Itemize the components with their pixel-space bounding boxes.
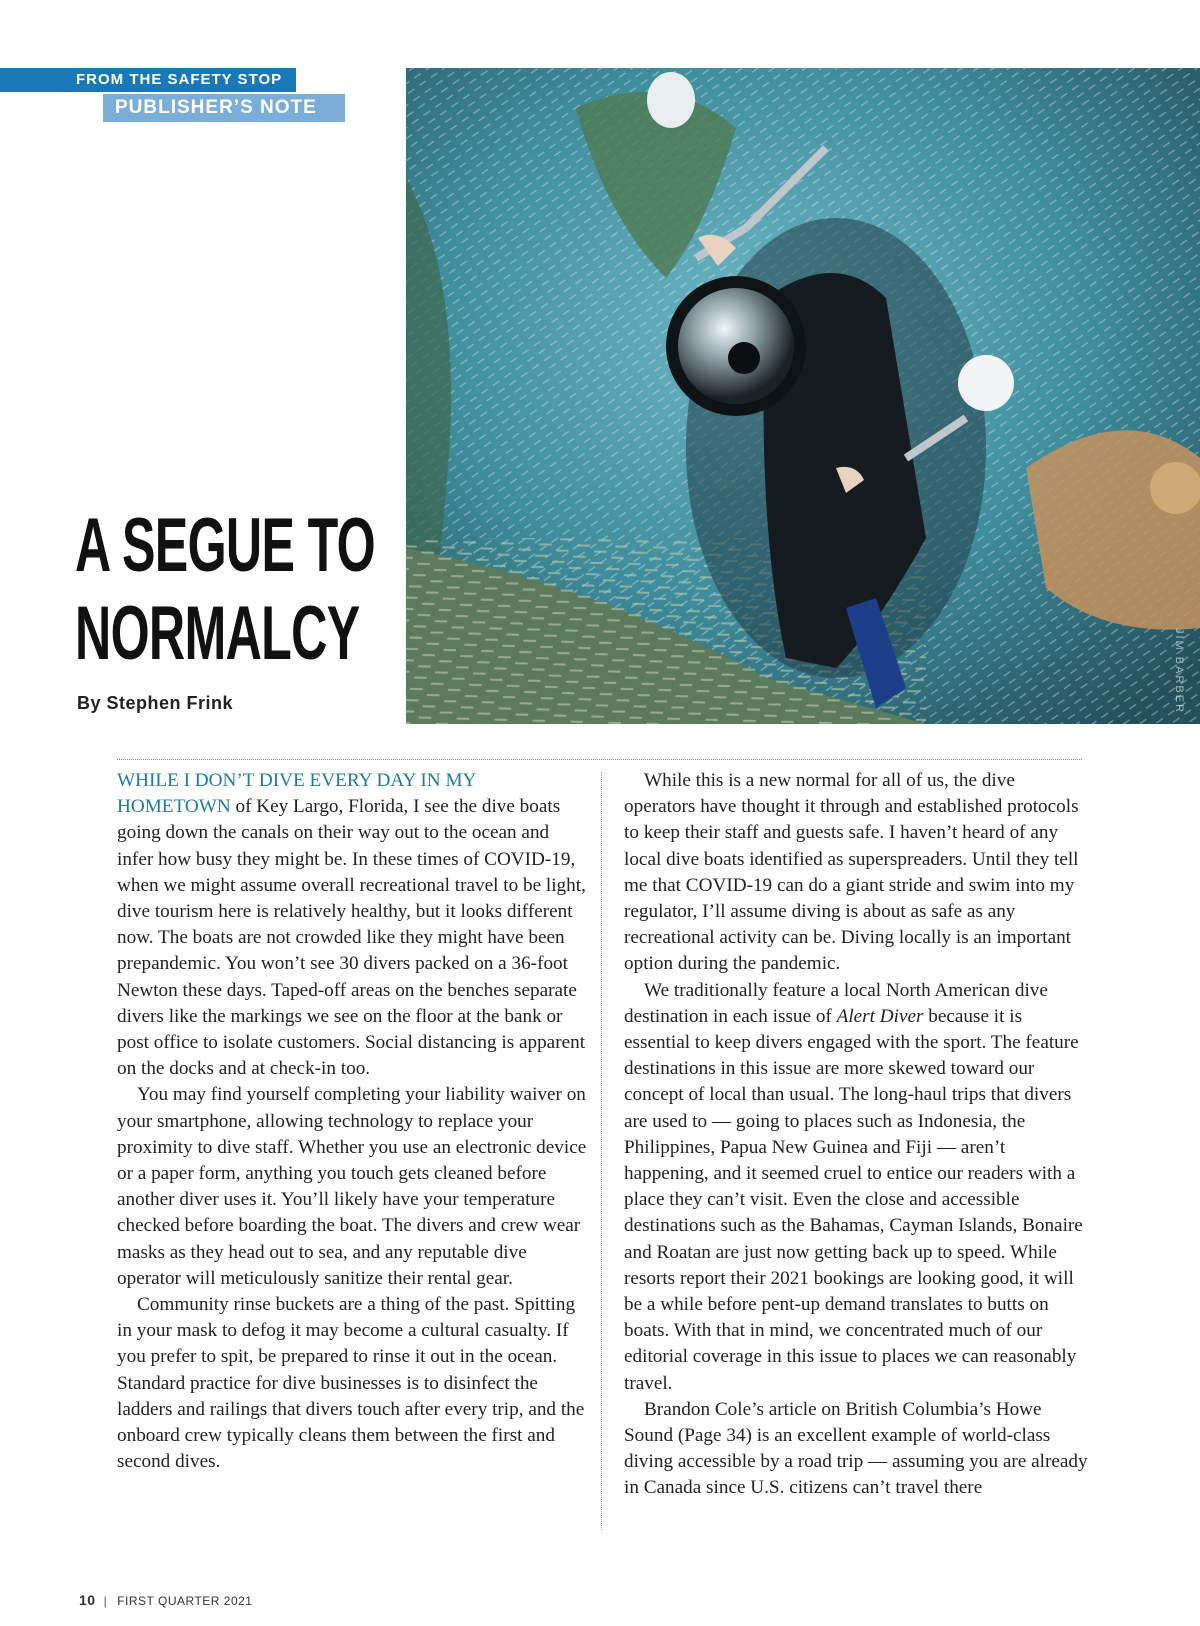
paragraph-text: of Key Largo, Florida, I see the dive boats going down the canals on their way out to the ocean and infer how busy they might be. In these times of COVID-19, when we might assume overall recreational travel to be light, dive tourism here is relatively healthy, but it looks different now. The boats are not crowded like they might have been prepandemic. You won’t see 30 divers packed on a 36-foot Newton these days. Taped-off areas on the benches separate divers like the markings we see on the floor at the bank or post office to isolate customers. Social distancing is apparent on the docks and at check-in too. [117, 796, 586, 1080]
kicker-label: FROM THE SAFETY STOP [76, 71, 283, 88]
paragraph [624, 978, 1089, 1397]
paragraph-text: We traditionally feature a local North American dive destination in each issue of [624, 979, 1048, 1027]
paragraph: Brandon Cole’s article on British Columbia’s Howe Sound (Page 34) is an excellent example of world-class diving accessible by a road trip — assuming you are already in Canada since U.S. citizens can’t travel there [624, 1398, 1088, 1499]
title-line-2: NORMALCY [75, 591, 360, 676]
header-rule [117, 759, 1082, 760]
paragraph-text: because it is essential to keep divers engaged with the sport. The feature destinations in this issue are more skewed toward our concept of local than usual. The long-haul trips that divers are used to — going to places such as Indonesia, the Philippines, Papua New Guinea and Fiji — aren’t happening, and it seemed cruel to entice our readers with a place they can’t visit. Even the close and accessible destinations such as the Bahamas, Cayman Islands, Bonaire and Roatan are just now getting back up to speed. While resorts report their 2021 bookings are looking good, it will be a while before pent-up demand translates to butts on boats. With that in mind, we concentrated much of our editorial coverage in this issue to places we can reasonably travel. [624, 1005, 1083, 1394]
footer-separator: | [103, 1594, 108, 1608]
paragraph: You may find yourself completing your liability waiver on your smartphone, allowing technology to replace your proximity to dive staff. Whether you use an electronic device or a paper form, anything you touch gets cleaned before another diver uses it. You’ll likely have your temperature checked before boarding the boat. The divers and crew wear masks as they head out to sea, and any reputable dive operator will meticulously sanitize their rental gear. [117, 1084, 587, 1289]
paragraph [117, 768, 587, 1082]
body-column-1 [117, 768, 587, 1475]
section-tag [103, 94, 345, 122]
title-line-1: A SEGUE TO [75, 503, 376, 588]
underwater-diver-illustration [406, 68, 1200, 724]
body-column-2 [624, 768, 1089, 1502]
section-label: PUBLISHER’S NOTE [115, 97, 317, 118]
photo-credit: JIM BARBER [1173, 628, 1185, 715]
column-divider [601, 772, 602, 1530]
article-title [75, 502, 405, 678]
paragraph: Community rinse buckets are a thing of the past. Spitting in your mask to defog it may become a cultural casualty. If you prefer to spit, be prepared to rinse it out in the ocean. Standard practice for dive businesses is to disinfect the ladders and railings that divers touch after every trip, and the onboard crew typically cleans them between the first and second dives. [117, 1294, 585, 1473]
kicker-band [0, 68, 296, 92]
hero-photo [406, 68, 1200, 724]
issue-label: FIRST QUARTER 2021 [117, 1594, 253, 1608]
page-number: 10 [79, 1592, 96, 1608]
magazine-title: Alert Diver [836, 1005, 924, 1027]
page-footer [79, 1592, 252, 1608]
paragraph: While this is a new normal for all of us, the dive operators have thought it through and established protocols to keep their staff and guests safe. I haven’t heard of any local dive boats identified as superspreaders. Until they tell me that COVID-19 can do a giant stride and swim into my regulator, I’ll assume diving is about as safe as any recreational activity can be. Diving locally is an important option during the pandemic. [624, 770, 1079, 975]
byline: By Stephen Frink [77, 693, 234, 713]
lead-in: WHILE I DON’T DIVE EVERY DAY IN MY HOMETOWN [117, 770, 476, 818]
